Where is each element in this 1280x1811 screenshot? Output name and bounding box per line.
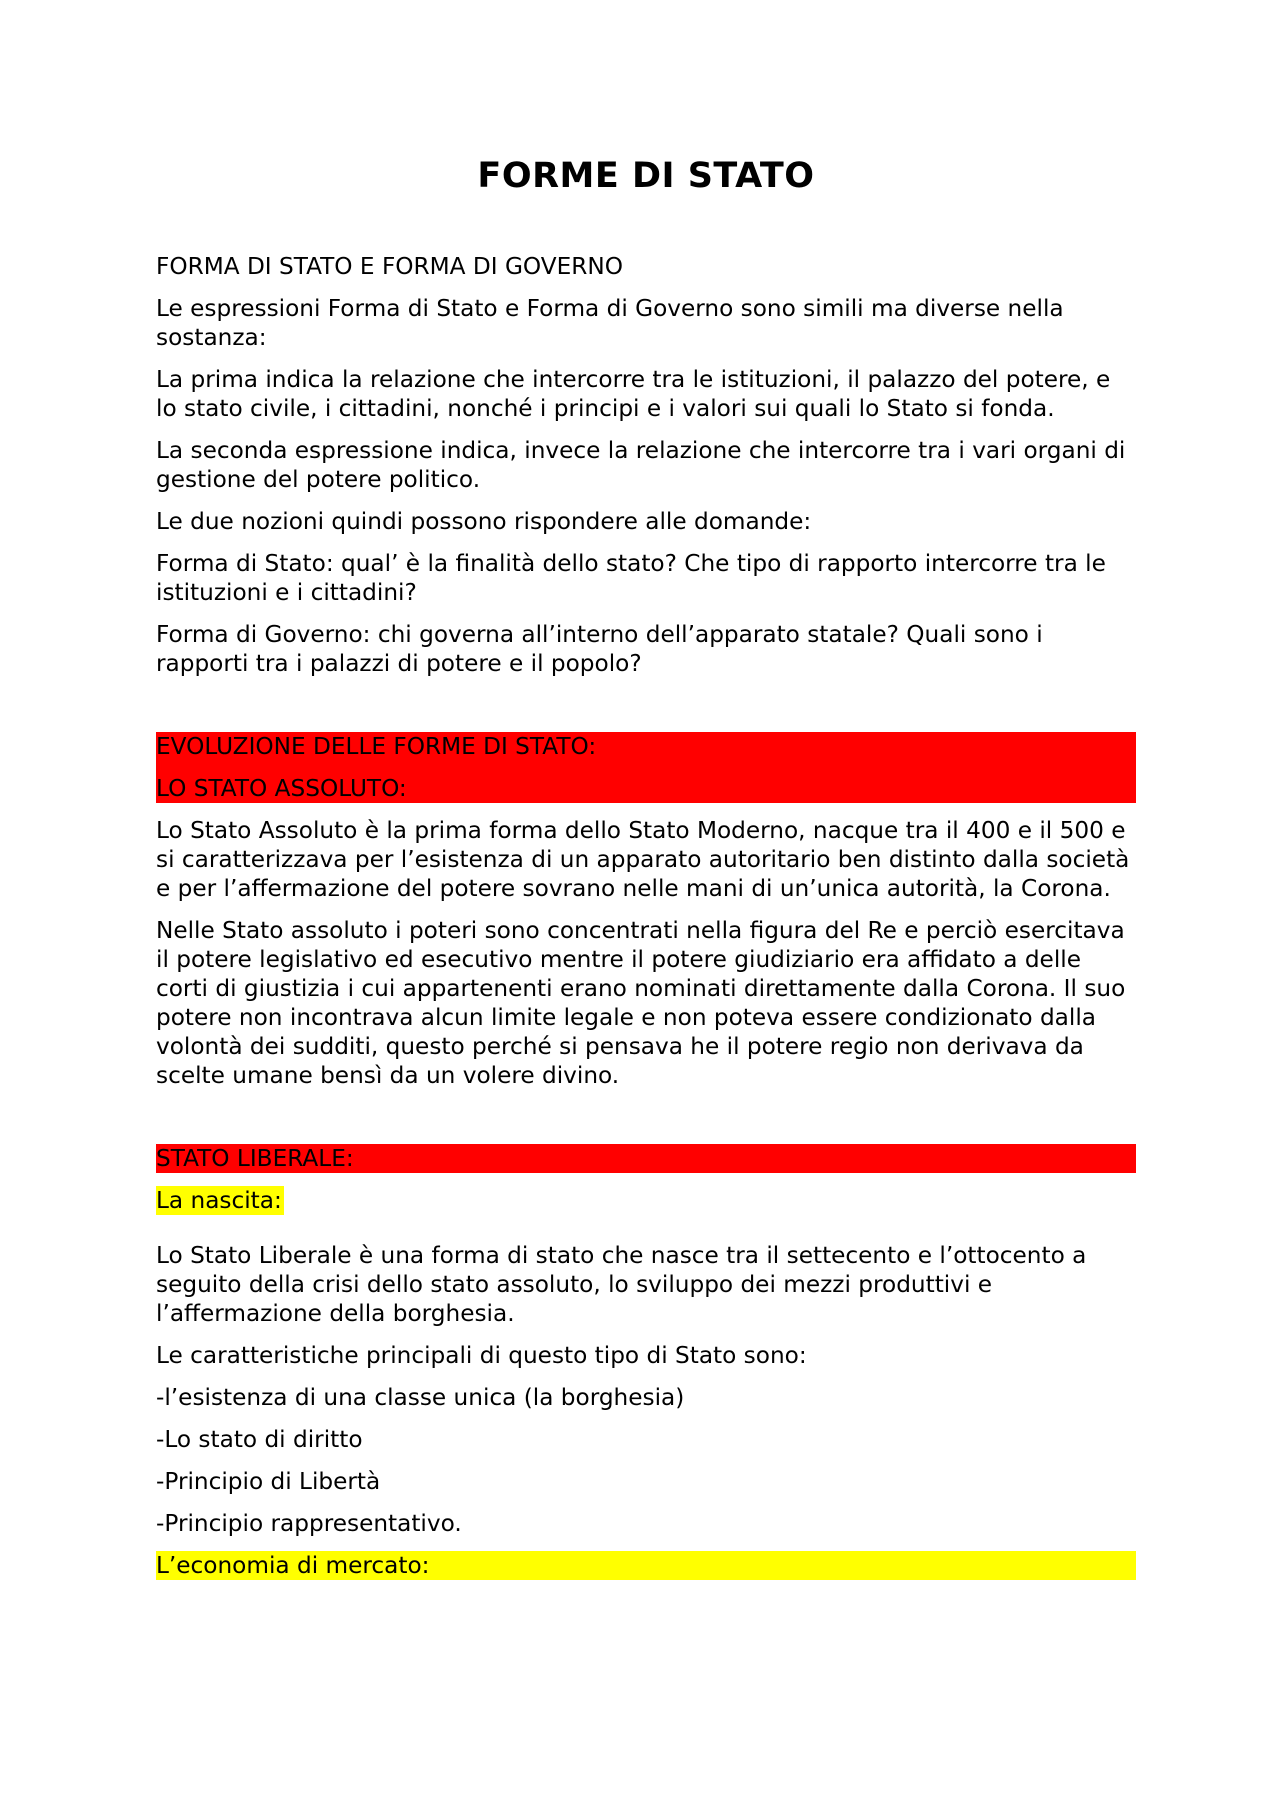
red-highlight-heading-stato-assoluto: LO STATO ASSOLUTO: [156, 774, 1136, 803]
spacer [156, 1173, 1136, 1186]
red-highlight-heading-evoluzione: EVOLUZIONE DELLE FORME DI STATO: [156, 732, 1136, 761]
yellow-highlight-subheading-economia: L’economia di mercato: [156, 1551, 1136, 1580]
empty-line [156, 691, 1136, 732]
paragraph: Le espressioni Forma di Stato e Forma di Governo sono simili ma diverse nella sostanza: [156, 295, 1064, 351]
red-highlight-gap [156, 761, 1136, 774]
yellow-highlight-subheading-nascita: La nascita: [156, 1187, 282, 1214]
section-heading-forma-di-stato: FORMA DI STATO E FORMA DI GOVERNO [156, 253, 623, 280]
list-item: -Principio di Libertà [156, 1468, 381, 1495]
paragraph: Forma di Stato: qual’ è la finalità dello stato? Che tipo di rapporto intercorre tra le istituzioni e i cittadini? [156, 550, 1106, 606]
document-body [156, 252, 1136, 1580]
list-item: -l’esistenza di una classe unica (la borghesia) [156, 1384, 685, 1411]
page-title: FORME DI STATO [477, 156, 815, 196]
red-highlight-heading-stato-liberale: STATO LIBERALE: [156, 1144, 1136, 1173]
paragraph: La seconda espressione indica, invece la relazione che intercorre tra i vari organi di gestione del potere politico. [156, 437, 1126, 493]
empty-line [156, 1103, 1136, 1144]
list-item: -Lo stato di diritto [156, 1426, 363, 1453]
paragraph: Le due nozioni quindi possono rispondere alle domande: [156, 508, 812, 535]
paragraph: Lo Stato Liberale è una forma di stato che nasce tra il settecento e l’ottocento a seguito della crisi dello stato assoluto, lo sviluppo dei mezzi produttivi e l’affermazione della borghesia. [156, 1242, 1087, 1327]
paragraph: Lo Stato Assoluto è la prima forma dello Stato Moderno, nacque tra il 400 e il 500 e si caratterizzava per l’esistenza di un apparato autoritario ben distinto dalla società e per l’affermazione del potere sovrano nelle mani di un’unica autorità, la Corona. [156, 817, 1130, 902]
spacer [156, 803, 1136, 816]
list-item: -Principio rappresentativo. [156, 1510, 462, 1537]
yellow-subheading-wrapper [156, 1186, 1136, 1228]
paragraph: Forma di Governo: chi governa all’interno dell’apparato statale? Quali sono i rapporti tra i palazzi di potere e il popolo? [156, 621, 1043, 677]
paragraph: La prima indica la relazione che intercorre tra le istituzioni, il palazzo del potere, e lo stato civile, i cittadini, nonché i principi e i valori sui quali lo Stato si fonda. [156, 366, 1111, 422]
paragraph: Le caratteristiche principali di questo tipo di Stato sono: [156, 1342, 807, 1369]
paragraph: Nelle Stato assoluto i poteri sono concentrati nella figura del Re e perciò esercitava il potere legislativo ed esecutivo mentre il potere giudiziario era affidato a delle corti di giustizia i cui appartenenti erano nominati direttamente dalla Corona. Il suo potere non incontrava alcun limite legale e non poteva essere condizionato dalla volontà dei sudditi, questo perché si pensava he il potere regio non derivava da scelte umane bensì da un volere divino. [156, 917, 1126, 1089]
